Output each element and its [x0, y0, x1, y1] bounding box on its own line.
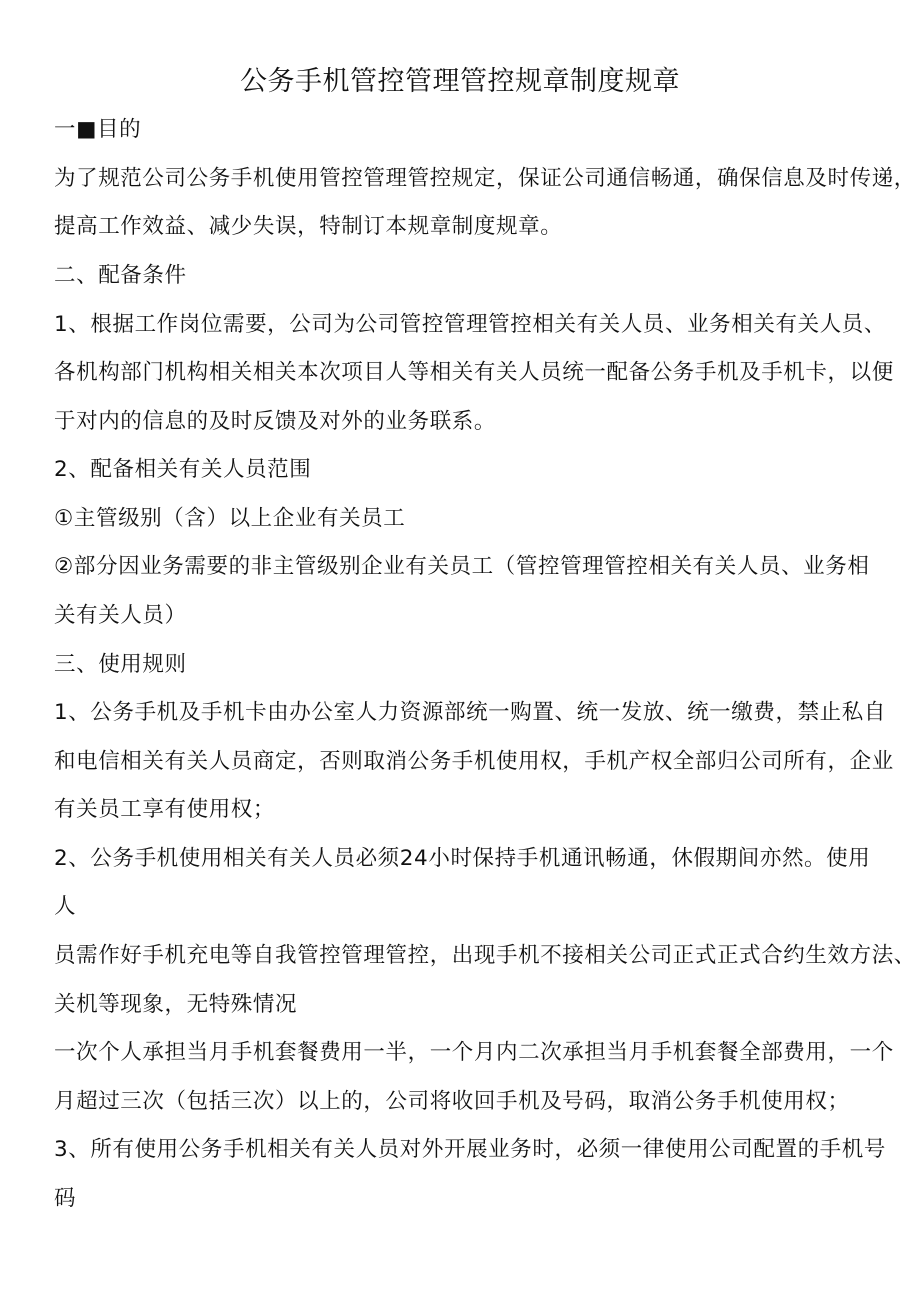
paragraph-line: 人: [54, 894, 77, 919]
section-heading-rules: 三、使用规则: [54, 652, 187, 677]
section-heading-purpose: 一■目的: [54, 117, 142, 142]
paragraph-line: 3、所有使用公务手机相关有关人员对外开展业务时，必须一律使用公司配置的手机号: [54, 1137, 886, 1162]
paragraph-line: 一次个人承担当月手机套餐费用一半，一个月内二次承担当月手机套餐全部费用，一个: [54, 1040, 894, 1065]
paragraph-line: 2、配备相关有关人员范围: [54, 457, 312, 482]
paragraph-line: ②部分因业务需要的非主管级别企业有关员工（管控管理管控相关有关人员、业务相: [54, 554, 870, 579]
paragraph-line: 码: [54, 1186, 77, 1211]
paragraph-line: 2、公务手机使用相关有关人员必须24小时保持手机通讯畅通，休假期间亦然。使用: [54, 846, 871, 871]
section-heading-conditions: 二、配备条件: [54, 263, 187, 288]
paragraph-line: 于对内的信息的及时反馈及对外的业务联系。: [54, 409, 497, 434]
paragraph-line: 员需作好手机充电等自我管控管理管控，出现手机不接相关公司正式正式合约生效方法、: [54, 943, 916, 968]
paragraph-line: 1、根据工作岗位需要，公司为公司管控管理管控相关有关人员、业务相关有关人员、: [54, 312, 886, 337]
document-title: 公务手机管控管理管控规章制度规章: [240, 66, 680, 97]
paragraph-line: 和电信相关有关人员商定，否则取消公务手机使用权，手机产权全部归公司所有，企业: [54, 749, 894, 774]
paragraph-line: 有关员工享有使用权；: [54, 797, 276, 822]
paragraph-line: ①主管级别（含）以上企业有关员工: [54, 506, 406, 531]
paragraph-line: 关机等现象，无特殊情况: [54, 992, 298, 1017]
paragraph-line: 各机构部门机构相关相关本次项目人等相关有关人员统一配备公务手机及手机卡，以便: [54, 360, 894, 385]
paragraph-line: 1、公务手机及手机卡由办公室人力资源部统一购置、统一发放、统一缴费，禁止私自: [54, 700, 886, 725]
paragraph-line: 为了规范公司公务手机使用管控管理管控规定，保证公司通信畅通，确保信息及时传递，: [54, 166, 916, 191]
paragraph-line: 提高工作效益、减少失误，特制订本规章制度规章。: [54, 214, 563, 239]
paragraph-line: 月超过三次（包括三次）以上的，公司将收回手机及号码，取消公务手机使用权；: [54, 1089, 850, 1114]
paragraph-line: 关有关人员）: [54, 603, 187, 628]
